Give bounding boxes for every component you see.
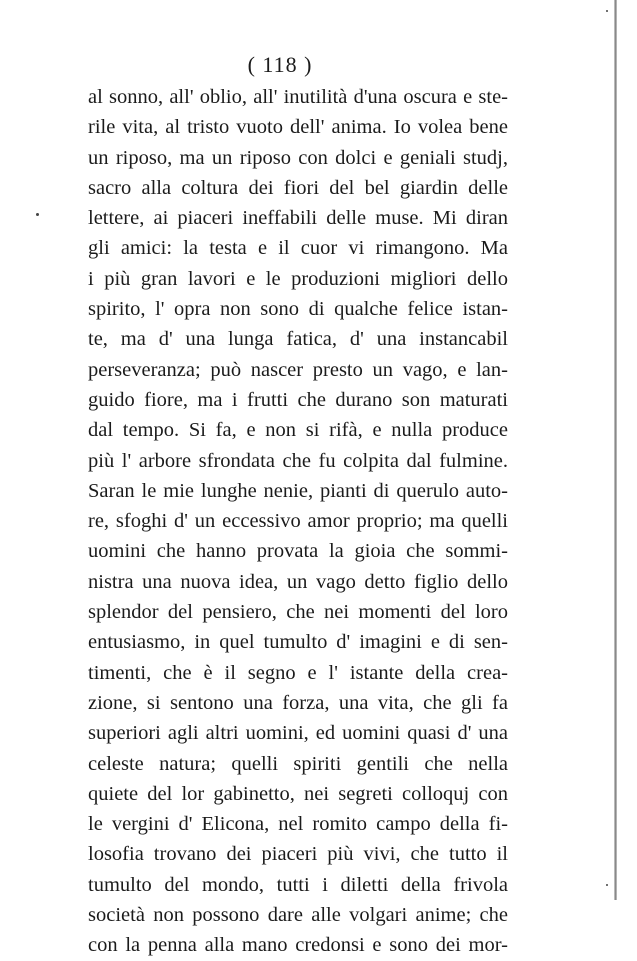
text-line: timenti, che è il segno e l' istante della crea- xyxy=(88,661,508,684)
body-text xyxy=(88,82,508,961)
text-line: i più gran lavori e le produzioni migliori dello xyxy=(88,267,508,290)
text-line: spirito, l' opra non sono di qualche felice istan- xyxy=(88,298,508,321)
text-line: le vergini d' Elicona, nel romito campo della fi- xyxy=(88,813,508,836)
text-line: entusiasmo, in quel tumulto d' imagini e di sen- xyxy=(88,631,508,654)
text-line: rile vita, al tristo vuoto dell' anima. Io volea bene xyxy=(88,116,508,139)
text-line: un riposo, ma un riposo con dolci e geniali studj, xyxy=(88,146,508,169)
text-line: dal tempo. Si fa, e non si rifà, e nulla produce xyxy=(88,419,508,442)
text-line: più l' arbore sfrondata che fu colpita dal fulmine. xyxy=(88,449,508,472)
text-line: splendor del pensiero, che nei momenti del loro xyxy=(88,601,508,624)
page-edge xyxy=(614,0,617,900)
text-line: tumulto del mondo, tutti i diletti della frivola xyxy=(88,873,508,896)
text-line: Saran le mie lunghe nenie, pianti di querulo auto- xyxy=(88,479,508,502)
text-line: gli amici: la testa e il cuor vi rimangono. Ma xyxy=(88,237,508,260)
ink-speck xyxy=(606,884,608,886)
text-line: al sonno, all' oblio, all' inutilità d'una oscura e ste- xyxy=(88,86,508,108)
text-line: sacro alla coltura dei fiori del bel giardin delle xyxy=(88,176,508,199)
text-line: re, sfoghi d' un eccessivo amor proprio; ma quelli xyxy=(88,510,508,533)
text-line: quiete del lor gabinetto, nei segreti colloquj con xyxy=(88,782,508,805)
text-line: con la penna alla mano credonsi e sono dei mor- xyxy=(88,934,508,957)
page-margin-right xyxy=(617,0,637,900)
text-line: perseveranza; può nascer presto un vago, e lan- xyxy=(88,358,508,381)
text-line: te, ma d' una lunga fatica, d' una instancabil xyxy=(88,328,508,351)
ink-speck xyxy=(36,213,39,216)
text-line: zione, si sentono una forza, una vita, che gli fa xyxy=(88,691,508,714)
text-line: superiori agli altri uomini, ed uomini quasi d' una xyxy=(88,722,508,745)
text-line: guido fiore, ma i frutti che durano son maturati xyxy=(88,388,508,411)
text-line: società non possono dare alle volgari anime; che xyxy=(88,904,508,927)
text-line: nistra una nuova idea, un vago detto figlio dello xyxy=(88,570,508,593)
text-line: lettere, ai piaceri ineffabili delle muse. Mi diran xyxy=(88,207,508,230)
page-number: ( 118 ) xyxy=(247,52,313,77)
text-line: celeste natura; quelli spiriti gentili che nella xyxy=(88,752,508,775)
text-line: uomini che hanno provata la gioia che sommi- xyxy=(88,540,508,563)
text-line: losofia trovano dei piaceri più vivi, che tutto il xyxy=(88,843,508,866)
ink-speck xyxy=(606,10,608,12)
